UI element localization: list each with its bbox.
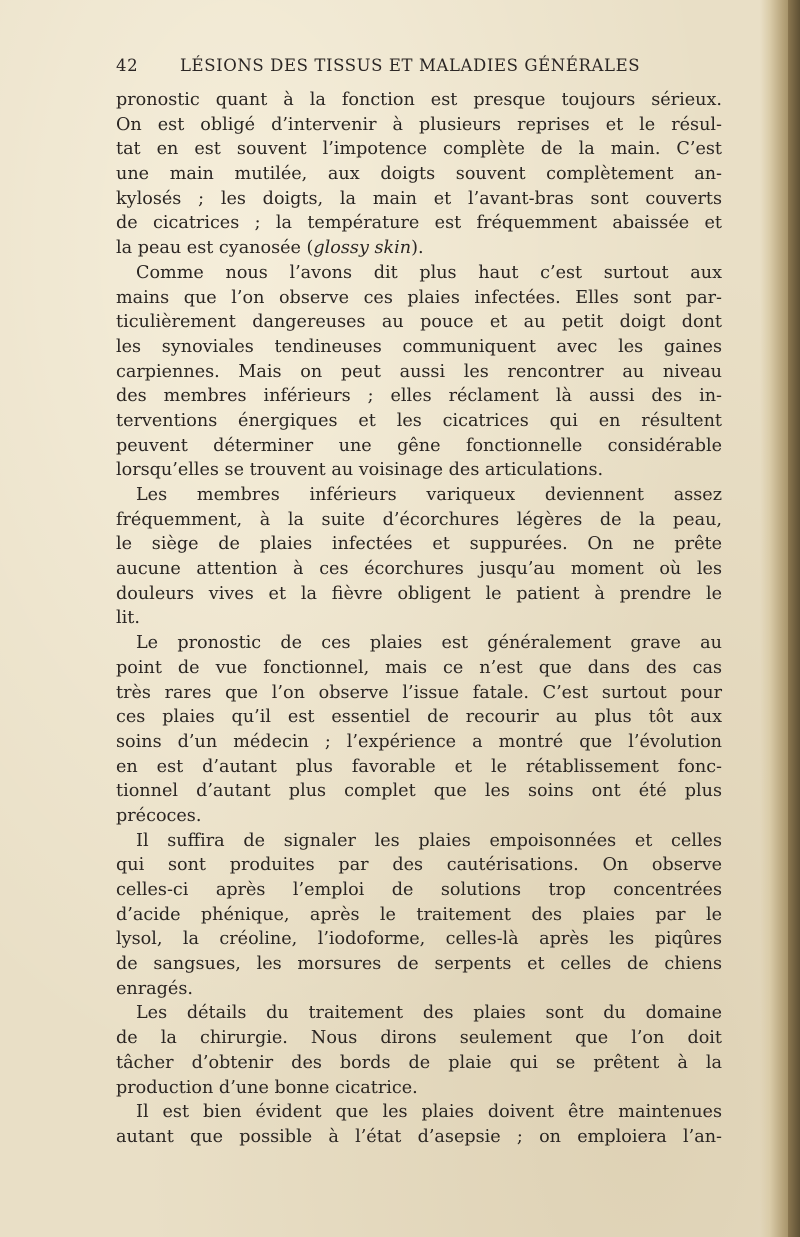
text-line	[116, 261, 722, 286]
text-line	[116, 1100, 722, 1125]
text-line	[116, 1026, 722, 1051]
text-line-content: ticulièrement dangereuses au pouce et au petit doigt dont	[116, 312, 722, 333]
text-line	[116, 878, 722, 903]
text-line	[116, 705, 722, 730]
text-line-content: celles-ci après l’emploi de solutions trop concentrées	[116, 880, 722, 900]
text-line-content: tionnel d’autant plus complet que les soins ont été plus	[116, 781, 722, 802]
text-line	[116, 211, 722, 236]
text-line	[116, 162, 722, 187]
text-line	[116, 656, 722, 681]
text-line	[116, 236, 722, 261]
text-line-content: ces plaies qu’il est essentiel de recourir au plus tôt aux	[116, 707, 722, 728]
text-line-content: Les détails du traitement des plaies sont du domaine	[136, 1003, 722, 1024]
text-line-content: Comme nous l’avons dit plus haut c’est surtout aux	[136, 262, 722, 283]
text-line	[116, 532, 722, 557]
text-line-content: la peau est cyanosée (	[116, 238, 314, 259]
text-line	[116, 631, 722, 656]
text-line-content: terventions énergiques et les cicatrices qui en résultent	[116, 410, 722, 431]
text-line	[116, 409, 722, 434]
text-line	[116, 755, 722, 780]
text-line-content: très rares que l’on observe l’issue fatale. C’est surtout pour	[116, 682, 722, 703]
text-line-content: carpiennes. Mais on peut aussi les rencontrer au niveau	[116, 361, 722, 382]
text-line	[116, 335, 722, 360]
text-line	[116, 804, 722, 829]
text-line-content: tat en est souvent l’impotence complète de la main. C’est	[116, 139, 722, 160]
text-line	[116, 557, 722, 582]
text-line-content: précoces.	[116, 805, 202, 826]
text-line-content: Les membres inférieurs variqueux deviennent assez	[136, 485, 722, 505]
page-number: 42	[116, 56, 139, 75]
text-line-content: point de vue fonctionnel, mais ce n’est que dans des cas	[116, 657, 722, 678]
text-line	[116, 137, 722, 162]
text-line-content: douleurs vives et la fièvre obligent le patient à prendre le	[116, 583, 722, 604]
text-line-content: Il suffira de signaler les plaies empoisonnées et celles	[136, 830, 722, 851]
text-line	[116, 606, 722, 631]
text-line-content: de la chirurgie. Nous dirons seulement que l’on doit	[116, 1028, 722, 1049]
text-line	[116, 360, 722, 385]
text-line-content: en est d’autant plus favorable et le rétablissement fonc-	[116, 756, 722, 777]
text-line	[116, 384, 722, 409]
text-line-content: Il est bien évident que les plaies doivent être maintenues	[136, 1102, 722, 1123]
text-line-content: Le pronostic de ces plaies est généralement grave au	[136, 633, 722, 654]
text-line	[116, 88, 722, 113]
text-line	[116, 977, 722, 1002]
text-line	[116, 434, 722, 459]
text-line-content: lysol, la créoline, l’iodoforme, celles-là après les piqûres	[116, 929, 722, 950]
text-line	[116, 286, 722, 311]
text-line-content: les synoviales tendineuses communiquent avec les gaines	[116, 336, 722, 357]
text-line-content: tâcher d’obtenir des bords de plaie qui se prêtent à la	[116, 1052, 722, 1073]
text-line-content: le siège de plaies infectées et suppurées. On ne prête	[116, 534, 722, 555]
text-line-content: aucune attention à ces écorchures jusqu’au moment où les	[116, 559, 722, 580]
text-line	[116, 508, 722, 533]
text-line	[116, 779, 722, 804]
text-line	[116, 113, 722, 138]
text-line-content: autant que possible à l’état d’asepsie ; on emploiera l’an-	[116, 1126, 722, 1147]
text-line-content: lit.	[116, 608, 140, 629]
text-line	[116, 730, 722, 755]
text-line-content: On est obligé d’intervenir à plusieurs reprises et le résul-	[116, 114, 722, 135]
text-line	[116, 310, 722, 335]
text-line	[116, 1076, 722, 1101]
text-line-content: production d’une bonne cicatrice.	[116, 1077, 418, 1098]
text-line	[116, 483, 722, 508]
page-binding-edge	[788, 0, 800, 1237]
text-line-content: de sangsues, les morsures de serpents et celles de chiens	[116, 954, 722, 975]
text-line	[116, 829, 722, 854]
text-line	[116, 927, 722, 952]
text-line	[116, 1001, 722, 1026]
text-line-suffix: ).	[411, 238, 424, 259]
body-text	[116, 88, 722, 1150]
text-line-content: fréquemment, à la suite d’écorchures légères de la peau,	[116, 509, 722, 530]
text-line	[116, 1125, 722, 1150]
text-line-content: peuvent déterminer une gêne fonctionnelle considérable	[116, 435, 722, 456]
text-line-content: des membres inférieurs ; elles réclament là aussi des in-	[116, 386, 722, 407]
text-line-content: mains que l’on observe ces plaies infectées. Elles sont par-	[116, 287, 722, 308]
text-line-content: une main mutilée, aux doigts souvent complètement an-	[116, 164, 722, 185]
text-line	[116, 1051, 722, 1076]
text-line	[116, 458, 722, 483]
text-line-content: pronostic quant à la fonction est presque toujours sérieux.	[116, 90, 722, 110]
text-line-content: enragés.	[116, 978, 193, 999]
text-line-content: d’acide phénique, après le traitement des plaies par le	[116, 904, 722, 925]
text-line-content: kylosés ; les doigts, la main et l’avant-bras sont couverts	[116, 188, 722, 209]
text-line-content: qui sont produites par des cautérisations. On observe	[116, 855, 722, 876]
text-line-content: soins d’un médecin ; l’expérience a montré que l’évolution	[116, 731, 722, 752]
running-head: LÉSIONS DES TISSUS ET MALADIES GÉNÉRALES	[180, 56, 641, 75]
page-header	[116, 56, 716, 82]
text-line-content: de cicatrices ; la température est fréquemment abaissée et	[116, 213, 722, 234]
text-line	[116, 853, 722, 878]
text-line	[116, 582, 722, 607]
italic-term: glossy skin	[313, 238, 412, 259]
text-line	[116, 952, 722, 977]
text-line	[116, 681, 722, 706]
text-line-content: lorsqu’elles se trouvent au voisinage des articulations.	[116, 460, 604, 481]
text-line	[116, 903, 722, 928]
text-line	[116, 187, 722, 212]
